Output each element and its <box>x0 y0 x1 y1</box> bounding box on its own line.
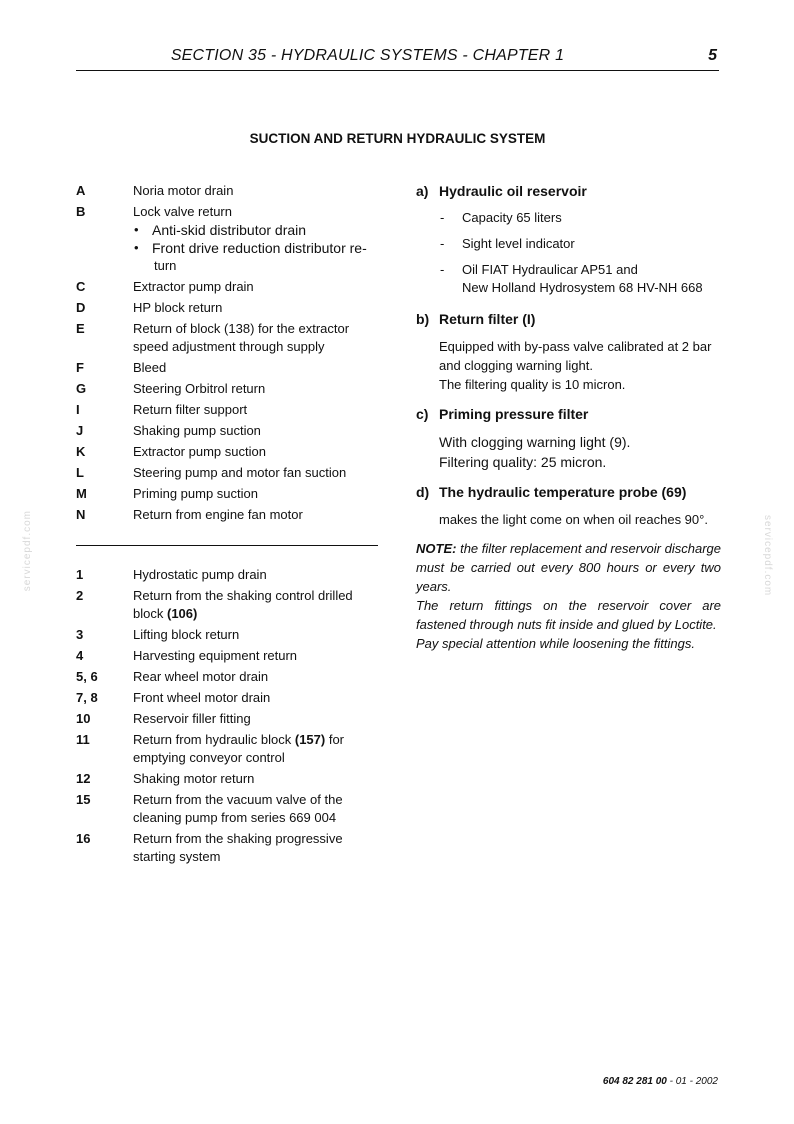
item-code: G <box>76 381 87 396</box>
list-item <box>76 485 378 503</box>
section-heading-text: Priming pressure filter <box>439 406 589 422</box>
list-item <box>76 626 378 644</box>
list-item <box>76 647 378 665</box>
item-desc: Steering pump and motor fan suction <box>133 465 347 480</box>
item-desc: Steering Orbitrol return <box>133 381 266 396</box>
item-desc: Shaking pump suction <box>133 423 261 438</box>
paragraph <box>439 337 721 394</box>
dash-item <box>440 209 721 227</box>
item-code: J <box>76 423 84 438</box>
list-item <box>76 506 378 524</box>
item-desc-text: Return from hydraulic block <box>133 732 292 747</box>
item-desc: Harvesting equipment return <box>133 648 298 663</box>
item-desc-text: Return from the shaking control drilled block <box>133 588 353 621</box>
paragraph <box>439 432 721 472</box>
item-code: D <box>76 300 86 315</box>
document-code <box>603 1076 718 1087</box>
list-item <box>76 791 378 827</box>
item-code: L <box>76 465 84 480</box>
section-letter: a) <box>416 183 429 199</box>
item-desc: Return filter support <box>133 402 248 417</box>
item-desc: Return of block (138) for the extractor speed adjustment through supply <box>133 321 350 354</box>
list-item <box>76 464 378 482</box>
bullet-icon: • <box>134 240 139 255</box>
section-heading <box>416 404 721 424</box>
item-code: C <box>76 279 86 294</box>
list-item <box>76 731 378 767</box>
item-code: 4 <box>76 648 84 663</box>
item-code: 5, 6 <box>76 669 98 684</box>
list-item <box>76 587 378 623</box>
item-code: I <box>76 402 80 417</box>
section-letter: d) <box>416 484 430 500</box>
item-code: K <box>76 444 86 459</box>
note-label: NOTE: <box>416 541 457 556</box>
item-code: E <box>76 321 85 336</box>
list-item <box>76 278 378 296</box>
item-code: 15 <box>76 792 91 807</box>
item-desc <box>133 731 378 767</box>
item-code: 11 <box>76 732 90 747</box>
item-desc: Shaking motor return <box>133 771 255 786</box>
dash-text-line: Oil FIAT Hydraulicar AP51 and <box>462 262 638 277</box>
section-title: SECTION 35 - HYDRAULIC SYSTEMS - CHAPTER 1 <box>170 47 565 64</box>
list-item <box>76 380 378 398</box>
item-desc: Return from the vacuum valve of the cleaning pump from series 669 004 <box>133 792 343 825</box>
bullet-icon: • <box>134 222 139 237</box>
text-line: Filtering quality: 25 micron. <box>439 454 607 470</box>
list-item <box>76 566 378 584</box>
item-ref-number: (106) <box>166 606 198 621</box>
item-ref-number: (157) <box>294 732 326 747</box>
note-text: The return fittings on the reservoir cover are fastened through nuts fit inside and glued by Loctite. <box>416 598 721 632</box>
text-line: Equipped with by-pass valve calibrated at 2 bar <box>439 339 712 354</box>
note-text: the filter replacement and reservoir discharge must be carried out every 800 hours or every two years. <box>416 541 721 594</box>
item-desc: Priming pump suction <box>133 486 258 501</box>
item-desc: Extractor pump drain <box>133 279 254 294</box>
dash-item <box>440 235 721 253</box>
note-text: Pay special attention while loosening the fittings. <box>416 636 695 651</box>
section-letter: c) <box>416 406 429 422</box>
list-item <box>76 689 378 707</box>
dash-marker: - <box>440 210 445 225</box>
item-desc: Extractor pump suction <box>133 444 266 459</box>
dash-text <box>462 261 703 297</box>
list-item <box>76 182 378 200</box>
item-desc: Noria motor drain <box>133 183 234 198</box>
dash-text: Capacity 65 liters <box>462 210 562 225</box>
item-desc: HP block return <box>133 300 223 315</box>
text-line: and clogging warning light. <box>439 358 593 373</box>
divider <box>76 545 378 546</box>
item-code: 1 <box>76 567 84 582</box>
section-heading-text: The hydraulic temperature probe (69) <box>439 484 687 500</box>
page-header <box>76 44 719 71</box>
item-desc <box>133 203 378 278</box>
item-code: 3 <box>76 627 84 642</box>
item-code: 10 <box>76 711 91 726</box>
item-desc-text: Lock valve return <box>133 204 232 219</box>
watermark: servicepdf.com <box>22 510 33 592</box>
item-desc: Hydrostatic pump drain <box>133 567 267 582</box>
list-item <box>76 422 378 440</box>
item-code: A <box>76 183 86 198</box>
dash-item <box>440 261 721 297</box>
item-code: B <box>76 204 86 219</box>
list-item <box>76 320 378 356</box>
item-code: N <box>76 507 86 522</box>
list-item <box>76 359 378 377</box>
list-item <box>76 203 378 278</box>
document-date: - 01 - 2002 <box>666 1076 718 1087</box>
page-number: 5 <box>708 47 717 64</box>
document-number: 604 82 281 00 <box>602 1076 667 1087</box>
list-item <box>76 770 378 788</box>
bullet-text: Anti-skid distributor drain <box>152 222 307 238</box>
item-desc: Reservoir filler fitting <box>133 711 251 726</box>
text-line: With clogging warning light (9). <box>439 434 631 450</box>
section-heading <box>416 482 721 502</box>
item-desc: Front wheel motor drain <box>133 690 271 705</box>
list-item <box>76 830 378 866</box>
list-item <box>76 710 378 728</box>
item-desc: Bleed <box>133 360 167 375</box>
item-desc: Rear wheel motor drain <box>133 669 269 684</box>
note-block <box>416 539 721 653</box>
item-desc: Lifting block return <box>133 627 240 642</box>
item-code: 16 <box>76 831 91 846</box>
dash-text: Sight level indicator <box>462 236 575 251</box>
list-item <box>76 668 378 686</box>
item-code: 12 <box>76 771 91 786</box>
list-item <box>76 443 378 461</box>
item-desc <box>133 587 378 623</box>
paragraph: makes the light come on when oil reaches 90°. <box>439 512 708 527</box>
section-heading-text: Hydraulic oil reservoir <box>439 183 587 199</box>
section-letter: b) <box>416 311 430 327</box>
list-item <box>76 299 378 317</box>
item-desc: Return from engine fan motor <box>133 507 303 522</box>
item-desc-text: for emptying conveyor control <box>133 732 345 765</box>
dash-marker: - <box>440 262 445 277</box>
specifications-column <box>416 181 721 653</box>
number-legend <box>76 566 378 869</box>
bullet-item <box>134 239 378 257</box>
letter-legend <box>76 182 378 527</box>
item-code: 2 <box>76 588 84 603</box>
bullet-continuation: turn <box>154 258 177 273</box>
item-code: M <box>76 486 87 501</box>
item-desc: Return from the shaking progressive starting system <box>133 831 343 864</box>
list-item <box>76 401 378 419</box>
item-code: 7, 8 <box>76 690 98 705</box>
section-heading-text: Return filter (I) <box>439 311 536 327</box>
document-title: SUCTION AND RETURN HYDRAULIC SYSTEM <box>249 131 546 146</box>
bullet-text: Front drive reduction distributor re- <box>152 240 367 256</box>
section-heading <box>416 181 721 201</box>
bullet-item <box>134 221 378 239</box>
section-heading <box>416 309 721 329</box>
dash-text-line: New Holland Hydrosystem 68 HV-NH 668 <box>462 280 703 295</box>
dash-marker: - <box>440 236 445 251</box>
item-code: F <box>76 360 84 375</box>
text-line: The filtering quality is 10 micron. <box>439 377 626 392</box>
watermark: servicepdf.com <box>762 515 773 597</box>
